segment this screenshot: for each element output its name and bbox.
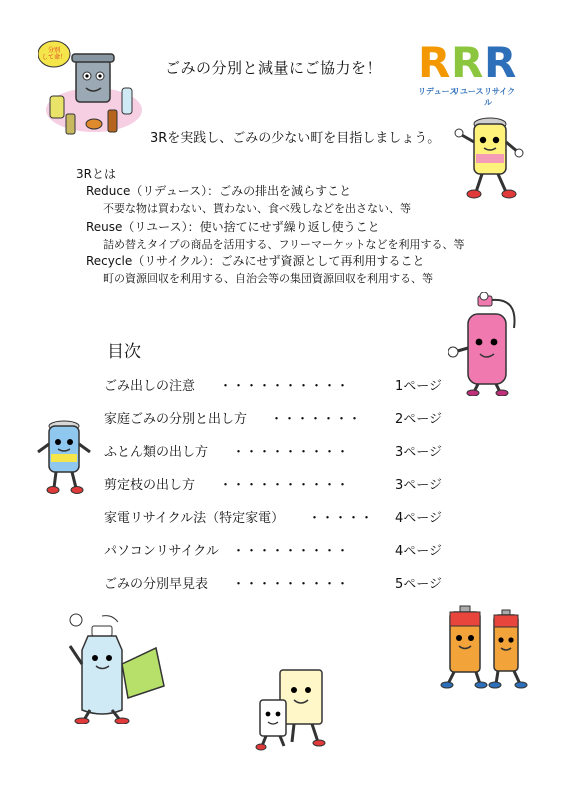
toc-item-page: 4ページ [395,544,443,559]
toc-item-title: 家電リサイクル法（特定家電） [104,511,285,526]
logo-caption-recycle: リサイクル [484,87,516,107]
toc-item-title: ごみの分別早見表 [104,577,209,592]
toc-item[interactable] [104,573,443,592]
toc-item[interactable] [104,441,443,460]
toc-item-leader: ・・・・・・・・・・ [219,478,350,493]
toc-item[interactable] [104,408,443,427]
trash-bin-mascot-illustration [38,38,150,138]
toc-item-page: 3ページ [395,445,443,460]
page-headline: ごみの分別と減量にご協力を！ [165,59,383,77]
reuse-term: Reuse（リユース）：使い捨てにせず繰り返し使うこと [86,220,380,234]
logo-caption-reuse: リユース [452,87,484,96]
logo-letter-reduce: R [418,38,451,87]
toc-item[interactable] [104,540,443,559]
toc-item-page: 3ページ [395,478,443,493]
svg-text:して命！: して命！ [41,54,67,61]
reuse-description: 詰め替えタイプの商品を活用する、フリーマーケットなどを利用する、等 [103,238,465,251]
three-r-title: 3Rとは [76,167,116,181]
toc-item-title: ごみ出しの注意 [104,379,196,394]
logo-caption-reduce: リデュース [418,87,458,96]
recycle-term: Recycle（リサイクル）：ごみにせず資源として再利用すること [86,254,425,268]
toc-item-title: 剪定枝の出し方 [104,478,196,493]
toc-item[interactable] [104,375,443,394]
toc-item-page: 5ページ [395,577,443,592]
toc-item-title: 家庭ごみの分別と出し方 [104,412,248,427]
milk-carton-mascots-illustration [250,662,334,752]
rrr-logo [418,38,518,107]
toc-item-leader: ・・・・・・・・・・ [219,379,350,394]
spray-bottle-mascot-illustration [448,292,528,396]
pet-bottle-mascot-illustration [62,606,172,724]
page-tagline: 3Rを実践し、ごみの少ない町を目指しましょう。 [150,131,441,146]
toc-item-leader: ・・・・・・・・・ [232,577,350,592]
toc-item-leader: ・・・・・・・ [270,412,362,427]
toc-item-page: 2ページ [395,412,443,427]
logo-letter-reuse: R [451,38,484,87]
battery-mascots-illustration [440,604,532,690]
toc-item-title: ふとん類の出し方 [104,445,209,460]
reduce-term: Reduce（リデュース）：ごみの排出を減らすこと [86,184,352,198]
svg-text:分別: 分別 [47,47,61,54]
toc-item-page: 4ページ [395,511,443,526]
recycle-description: 町の資源回収を利用する、自治会等の集団資源回収を利用する、等 [103,272,433,285]
toc-item-leader: ・・・・・・・・・ [232,445,350,460]
toc-heading: 目次 [107,342,141,362]
can-mascot-illustration [452,112,524,200]
toc-item[interactable] [104,507,443,526]
toc-item[interactable] [104,474,443,493]
reduce-description: 不要な物は買わない、貰わない、食べ残しなどを出さない、等 [103,202,411,215]
toc-item-leader: ・・・・・ [308,511,374,526]
toc-item-title: パソコンリサイクル [104,544,219,559]
toc-item-page: 1ページ [395,379,443,394]
logo-letter-recycle: R [484,38,517,87]
blue-can-mascot-illustration [34,416,94,496]
toc-item-leader: ・・・・・・・・・ [232,544,350,559]
